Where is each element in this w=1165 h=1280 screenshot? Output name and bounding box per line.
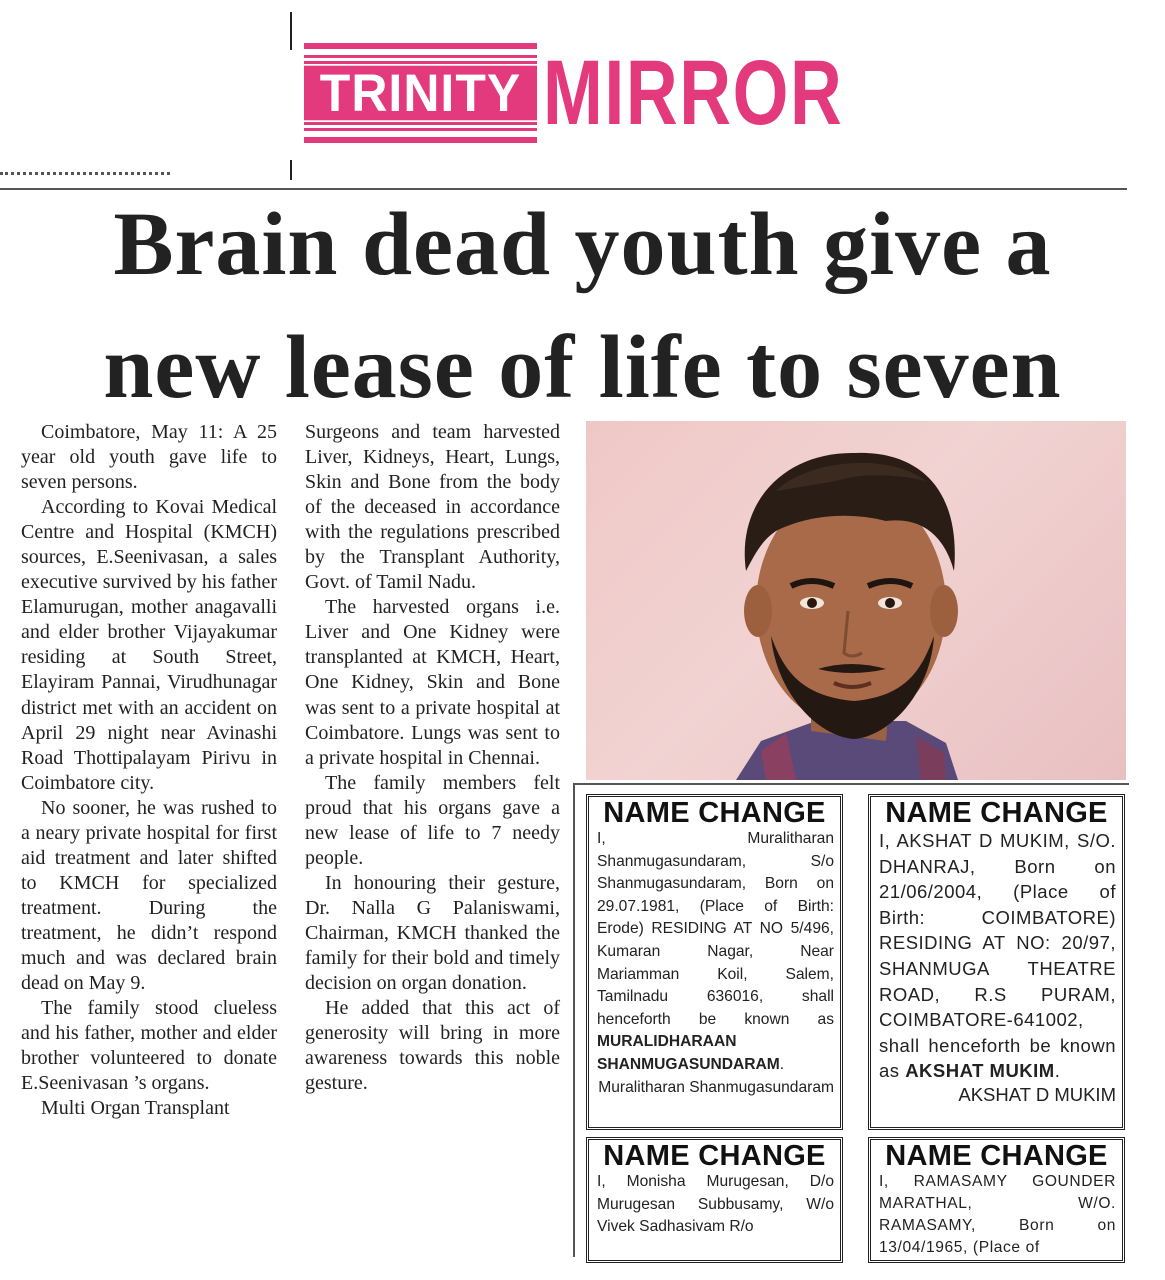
masthead-divider-top xyxy=(290,12,292,50)
ad-new-name: MURALIDHARAAN SHANMUGASUNDARAM xyxy=(597,1033,780,1073)
ad-title: NAME CHANGE xyxy=(885,1140,1108,1172)
ad-body-text: I, AKSHAT D MUKIM, S/O. DHANRAJ, Born on 21/06/2004, (Place of Birth: COIMBATORE) RESIDING AT NO: 20/97, SHANMUGA THEATRE ROAD, R.S PURAM, COIMBATORE-641002, shall henceforth be known as xyxy=(879,830,1116,1082)
ad-new-name: AKSHAT MUKIM xyxy=(905,1060,1055,1082)
article-paragraph: Coimbatore, May 11: A 25 year old youth gave life to seven persons. xyxy=(21,421,277,494)
article-paragraph: Multi Organ Transplant xyxy=(41,1097,230,1120)
article-paragraph: The family members felt proud that his organs gave a new lease of life to 7 needy people. xyxy=(305,771,560,869)
ad-body: I, AKSHAT D MUKIM, S/O. DHANRAJ, Born on 21/06/2004, (Place of Birth: COIMBATORE) RESIDING AT NO: 20/97, SHANMUGA THEATRE ROAD, R.S PURAM, COIMBATORE-641002, shall henceforth be known as AKSHAT MUKIM. xyxy=(879,830,1116,1082)
article-column-2 xyxy=(305,420,560,1096)
name-change-ad-4 xyxy=(868,1137,1125,1263)
ad-body: I, RAMASAMY GOUNDER MARATHAL, W/O. RAMASAMY, Born on 13/04/1965, (Place of xyxy=(879,1173,1116,1256)
ad-title: NAME CHANGE xyxy=(885,797,1108,829)
logo-trinity-text: TRINITY xyxy=(304,66,537,121)
article-paragraph: He added that this act of generosity will bring in more awareness towards this noble gesture. xyxy=(305,997,560,1095)
cropped-edge-dots xyxy=(0,172,170,175)
article-paragraph: Surgeons and team harvested Liver, Kidneys, Heart, Lungs, Skin and Bone from the body of the deceased in accordance with the regulations prescribed by the Transplant Authority, Govt. of Tamil Nadu. xyxy=(305,421,560,594)
ad-signature: AKSHAT D MUKIM xyxy=(958,1083,1116,1105)
logo-trinity-box xyxy=(304,43,537,143)
name-change-ad-1 xyxy=(586,794,843,1130)
name-change-ad-2 xyxy=(868,794,1125,1130)
headline-line-2: new lease of life to seven xyxy=(103,318,1062,417)
name-change-ad-3 xyxy=(586,1137,843,1263)
headline-line-1: Brain dead youth give a xyxy=(113,195,1052,294)
logo-stripes-bottom xyxy=(304,122,537,131)
ad-body: I, Monisha Murugesan, D/o Murugesan Subbusamy, W/o Vivek Sadhasivam R/o xyxy=(597,1173,834,1236)
article-paragraph: In honouring their gesture, Dr. Nalla G Palaniswami, Chairman, KMCH thanked the family for their bold and timely decision on organ donation. xyxy=(305,871,560,995)
newspaper-logo xyxy=(304,38,928,148)
ad-body: I, Muralitharan Shanmugasundaram, S/o Shanmugasundaram, Born on 29.07.1981, (Place of Birth: Erode) RESIDING AT NO 5/496, Kumaran Nagar, Near Mariamman Koil, Salem, Tamilnadu 636016, shall henceforth be known as MURALIDHARAAN SHANMUGASUNDARAM. xyxy=(597,830,834,1073)
article-column-1 xyxy=(21,420,277,1121)
masthead-divider-bottom xyxy=(290,160,292,180)
logo-mirror-text: MIRROR xyxy=(543,42,844,144)
portrait-illustration xyxy=(586,421,1126,780)
article-paragraph: The family stood clueless and his father, mother and elder brother volunteered to donate E.Seenivasan ’s organs. xyxy=(21,997,277,1095)
donor-portrait-photo xyxy=(586,421,1126,780)
article-paragraph: No sooner, he was rushed to a neary private hospital for first aid treatment and later shifted to KMCH for specialized treatment. During the treatment, he didn’t respond much and was declared brain dead on May 9. xyxy=(21,796,277,995)
ad-title: NAME CHANGE xyxy=(603,1140,826,1172)
article-paragraph: According to Kovai Medical Centre and Hospital (KMCH) sources, E.Seenivasan, a sales executive survived by his father Elamurugan, mother anagavalli and elder brother Vijayakumar residing at South Street, Elayiram Pannai, Virudhunagar district met with an accident on April 29 night near Avinashi Road Thottipalayam Pirivu in Coimbatore city. xyxy=(21,496,277,794)
article-paragraph: The harvested organs i.e. Liver and One Kidney were transplanted at KMCH, Heart, One Kidney, Skin and Bone was sent to a private hospital at Coimbatore. Lungs was sent to a private hospital in Chennai. xyxy=(305,596,560,769)
ad-body-text: I, Muralitharan Shanmugasundaram, S/o Shanmugasundaram, Born on 29.07.1981, (Place of Birth: Erode) RESIDING AT NO 5/496, Kumaran Nagar, Near Mariamman Koil, Salem, Tamilnadu 636016, shall henceforth be known as xyxy=(597,830,834,1028)
ad-title: NAME CHANGE xyxy=(603,797,826,829)
ad-signature: Muralitharan Shanmugasundaram xyxy=(598,1078,834,1096)
